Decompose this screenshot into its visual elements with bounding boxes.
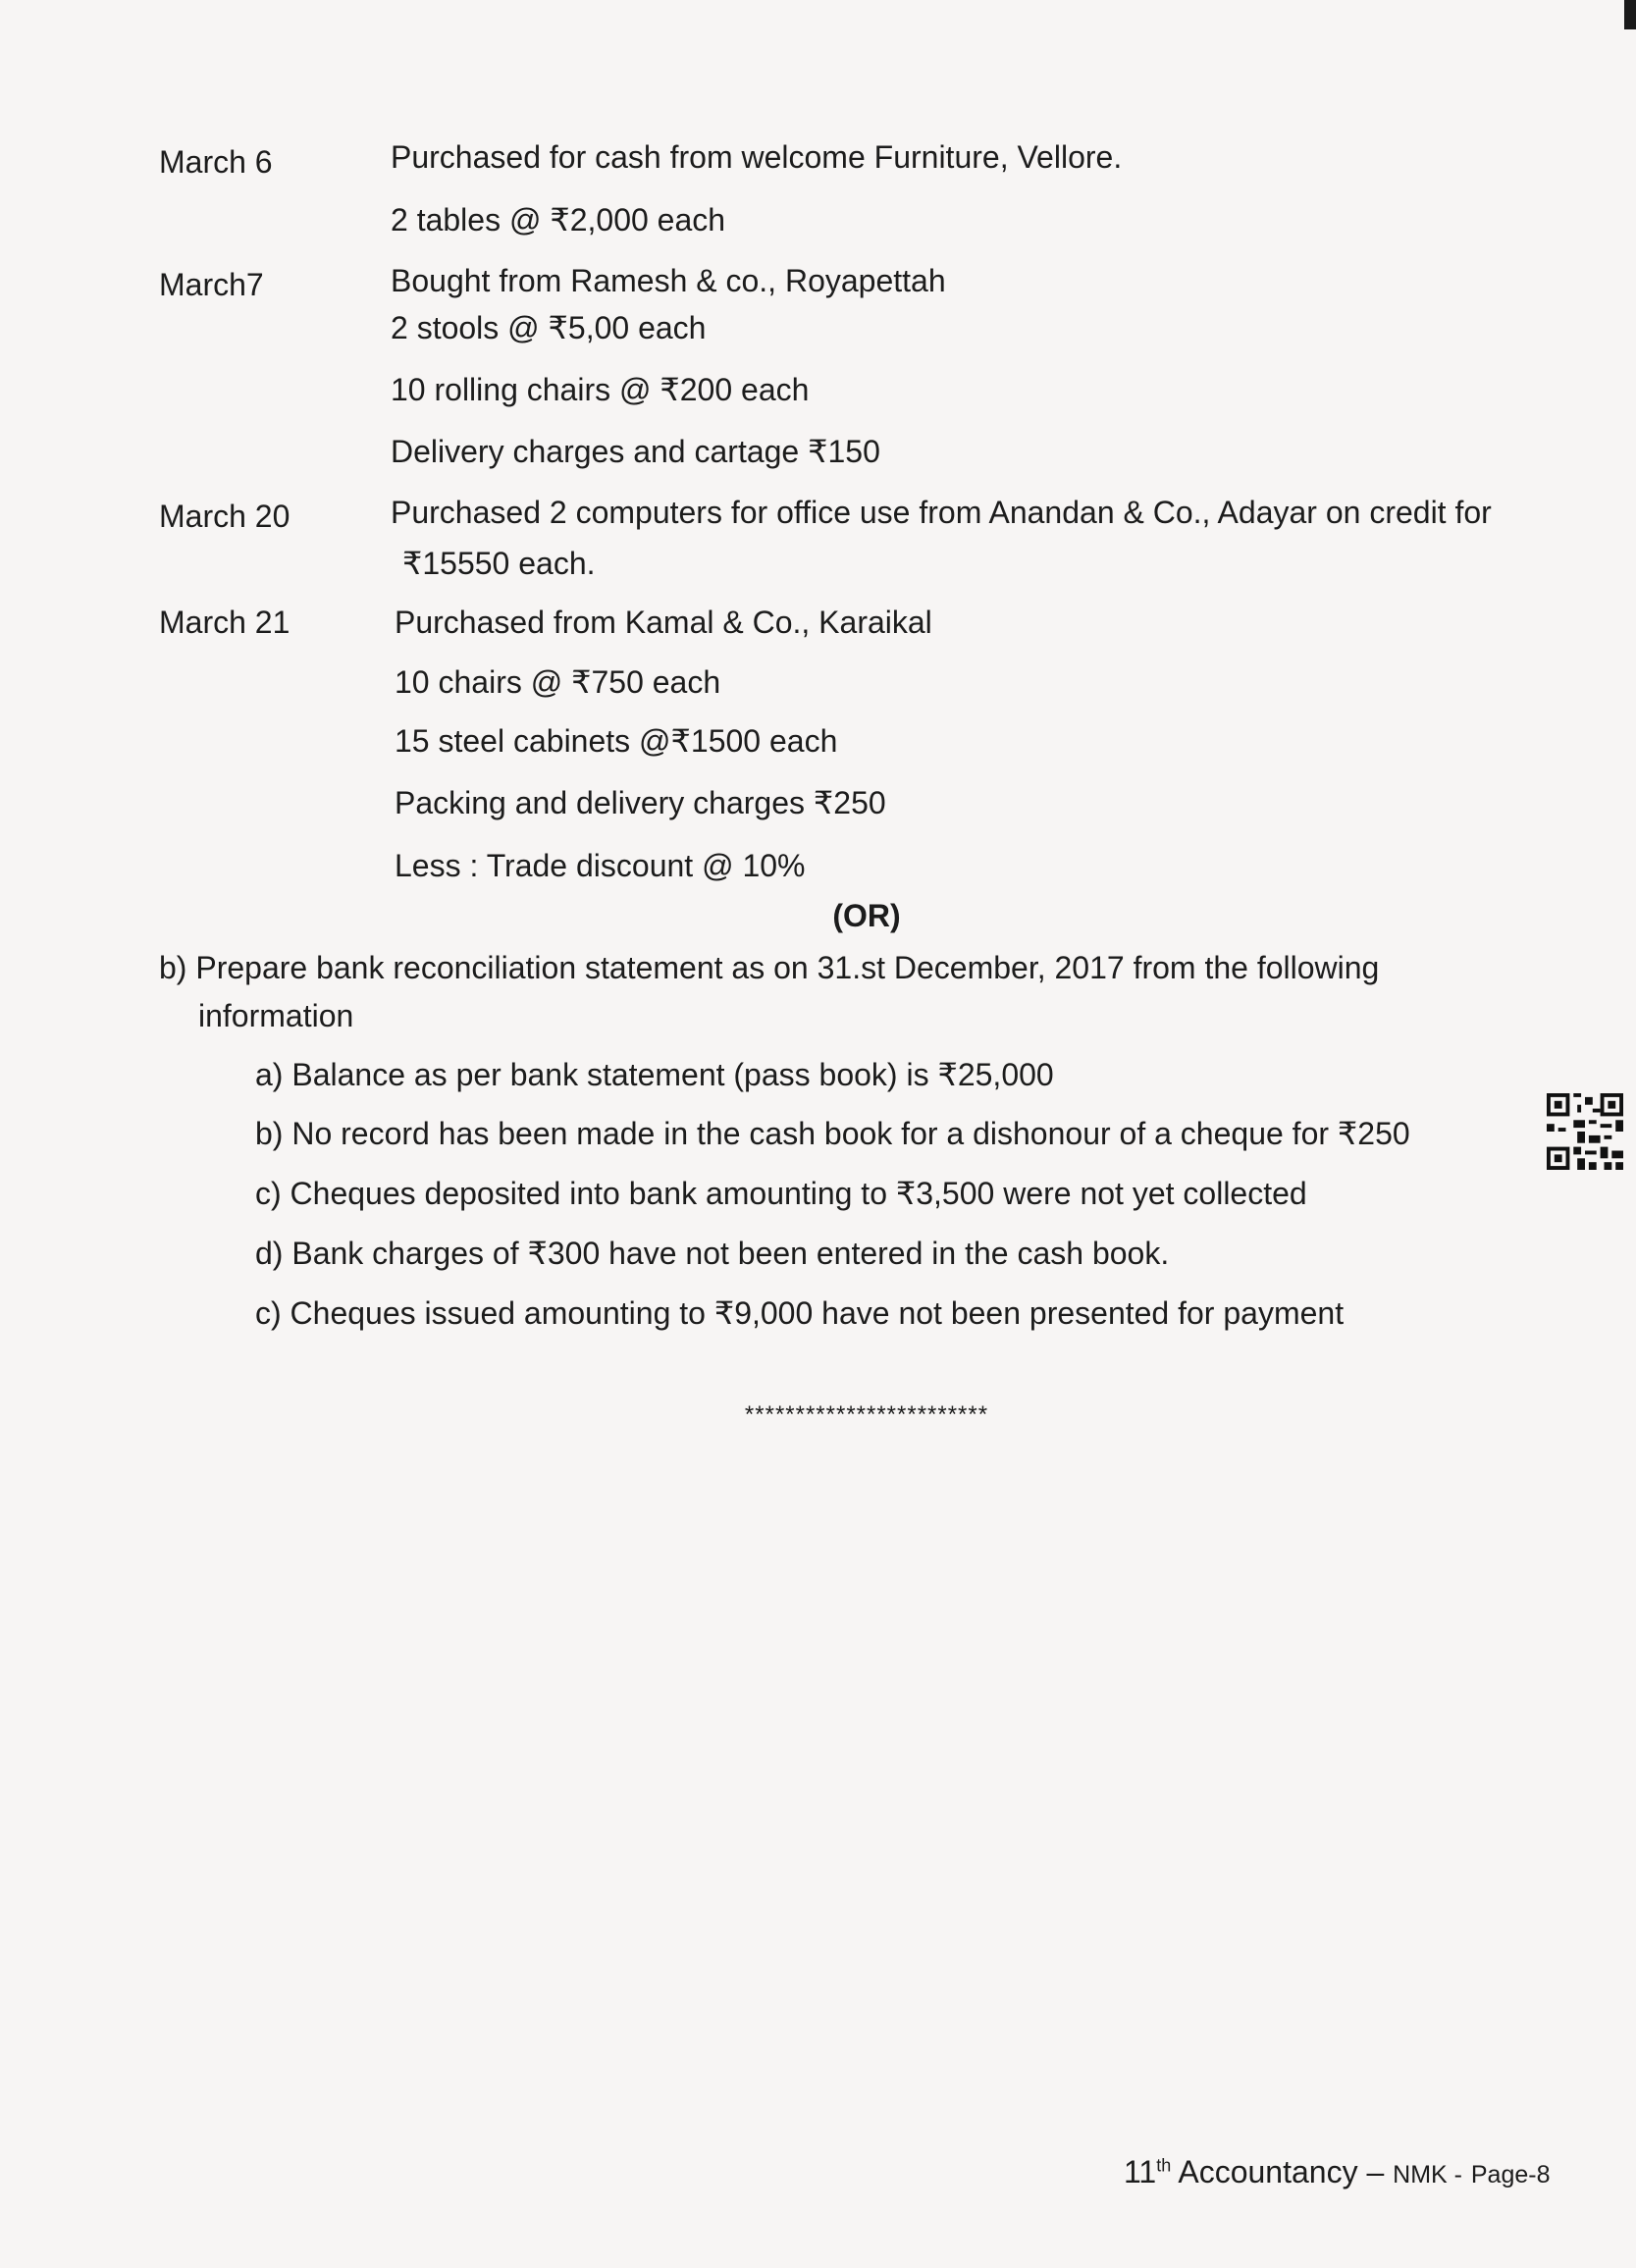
entry-line: Bought from Ramesh & co., Royapettah <box>391 263 946 298</box>
question-b-line2: information <box>198 998 354 1033</box>
or-label: (OR) <box>832 898 901 933</box>
entry-line: 15 steel cabinets @₹1500 each <box>395 723 838 759</box>
entry-line: 10 rolling chairs @ ₹200 each <box>391 372 810 407</box>
entry-line: 10 chairs @ ₹750 each <box>395 664 721 700</box>
footer-page-number: Page-8 <box>1470 2161 1551 2189</box>
qr-code-icon <box>1547 1092 1623 1171</box>
page-footer <box>1124 2154 1551 2190</box>
question-item: a) Balance as per bank statement (pass book) is ₹25,000 <box>255 1057 1054 1092</box>
question-item: c) Cheques issued amounting to ₹9,000 have not been presented for payment <box>255 1295 1345 1331</box>
entry-line: Purchased from Kamal & Co., Karaikal <box>395 605 932 640</box>
entry-line: Purchased 2 computers for office use from Anandan & Co., Adayar on credit for <box>391 495 1492 530</box>
entry-line: Delivery charges and cartage ₹150 <box>391 434 880 469</box>
entry-date: March 6 <box>159 144 273 180</box>
question-item: b) No record has been made in the cash book for a dishonour of a cheque for ₹250 <box>255 1116 1410 1151</box>
footer-grade-suffix: th <box>1156 2155 1172 2176</box>
edge-mark <box>1624 0 1636 29</box>
entry-line: 2 tables @ ₹2,000 each <box>391 202 726 237</box>
entry-date: March 21 <box>159 605 290 640</box>
question-item: c) Cheques deposited into bank amounting to ₹3,500 were not yet collected <box>255 1176 1307 1211</box>
entry-line: Purchased for cash from welcome Furniture, Vellore. <box>391 139 1123 175</box>
footer-dash: – <box>1366 2154 1385 2189</box>
entry-line: Packing and delivery charges ₹250 <box>395 785 886 820</box>
footer-subject: Accountancy <box>1178 2154 1358 2189</box>
footer-grade: 11 <box>1124 2154 1157 2189</box>
question-item: d) Bank charges of ₹300 have not been entered in the cash book. <box>255 1236 1170 1271</box>
entry-date: March 20 <box>159 499 290 534</box>
separator-stars: ************************ <box>744 1401 989 1428</box>
entry-date: March7 <box>159 267 264 302</box>
entry-line: ₹15550 each. <box>402 546 596 581</box>
entry-line: 2 stools @ ₹5,00 each <box>391 310 707 345</box>
entry-line: Less : Trade discount @ 10% <box>395 848 806 883</box>
footer-code: NMK - <box>1393 2161 1462 2189</box>
question-b-line1: b) Prepare bank reconciliation statement as on 31.st December, 2017 from the following <box>159 950 1380 985</box>
